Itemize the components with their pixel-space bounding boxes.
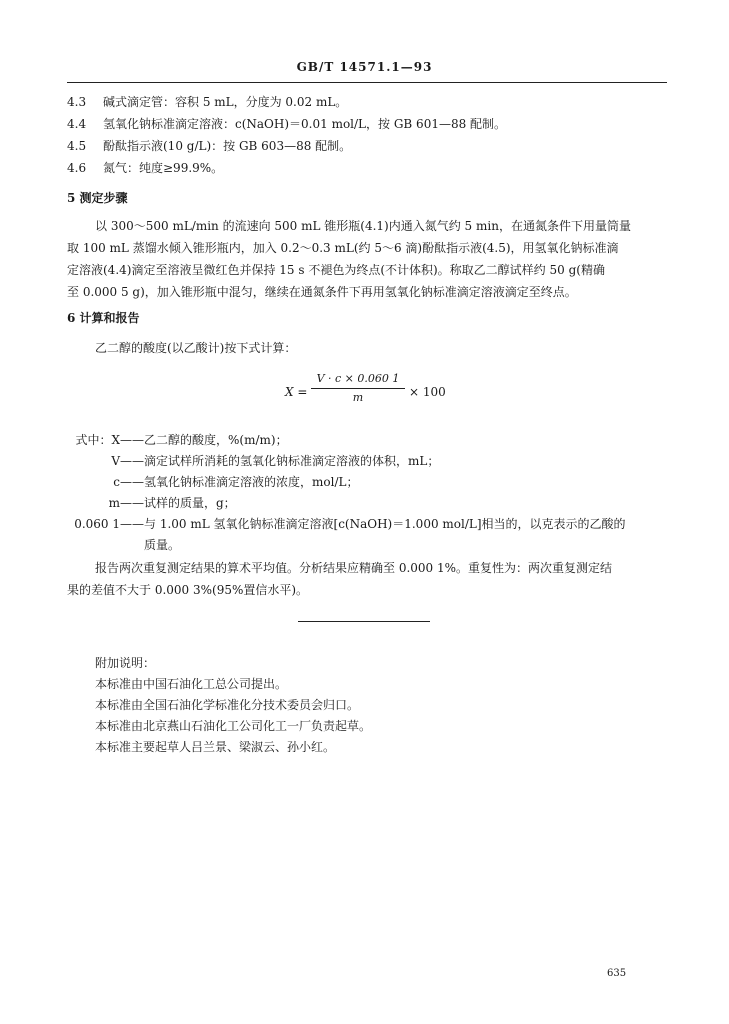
where-text: 与 1.00 mL 氢氧化钠标准滴定溶液[c(NaOH)＝1.000 mol/L]相当的，以克表示的乙酸的 bbox=[144, 517, 626, 531]
notes-line: 本标准由中国石油化工总公司提出。 bbox=[95, 677, 288, 691]
item-4-5-text: 酚酞指示液(10 g/L)：按 GB 603—88 配制。 bbox=[103, 139, 352, 153]
section-6-heading: 6 计算和报告 bbox=[67, 311, 140, 325]
formula-tail: × 100 bbox=[409, 385, 446, 399]
page-number: 635 bbox=[607, 968, 627, 979]
where-symbol: m—— bbox=[108, 496, 144, 510]
section-5-heading: 5 测定步骤 bbox=[67, 191, 128, 205]
item-4-3-text: 碱式滴定管：容积 5 mL，分度为 0.02 mL。 bbox=[103, 95, 348, 109]
formula-denominator: m bbox=[352, 391, 364, 404]
section-5-line: 定溶液(4.4)滴定至溶液呈微红色并保持 15 s 不褪色为终点(不计体积)。称取乙二醇试样约 50 g(精确 bbox=[67, 263, 605, 277]
item-4-6-text: 氮气：纯度≥99.9%。 bbox=[103, 161, 224, 175]
section-5-line: 取 100 mL 蒸馏水倾入锥形瓶内，加入 0.2～0.3 mL(约 5～6 滴)酚酞指示液(4.5)，用氢氧化钠标准滴 bbox=[67, 241, 619, 255]
section-6-intro: 乙二醇的酸度(以乙酸计)按下式计算： bbox=[95, 341, 297, 355]
header-rule bbox=[67, 82, 667, 83]
where-symbol: V—— bbox=[111, 454, 144, 468]
item-4-4-number: 4.4 bbox=[67, 117, 87, 131]
section-5-line: 至 0.000 5 g)，加入锥形瓶中混匀，继续在通氮条件下再用氢氧化钠标准滴定溶液滴定至终点。 bbox=[67, 285, 577, 299]
report-line: 果的差值不大于 0.000 3%(95%置信水平)。 bbox=[67, 583, 309, 597]
where-text-continued: 质量。 bbox=[144, 538, 181, 552]
notes-line: 本标准由全国石油化学标准化分技术委员会归口。 bbox=[95, 698, 360, 712]
separator-rule bbox=[298, 621, 430, 622]
where-symbol: 0.060 1—— bbox=[74, 517, 144, 531]
formula-numerator: V · c × 0.060 1 bbox=[316, 372, 400, 385]
where-text: 乙二醇的酸度，%(m/m)； bbox=[144, 433, 288, 447]
notes-line: 本标准由北京燕山石油化工公司化工一厂负责起草。 bbox=[95, 719, 372, 733]
item-4-6-number: 4.6 bbox=[67, 161, 87, 175]
formula-lhs: X = bbox=[285, 385, 308, 399]
document-header: GB/T 14571.1—93 bbox=[296, 60, 433, 74]
item-4-3-number: 4.3 bbox=[67, 95, 87, 109]
fraction-bar bbox=[311, 388, 405, 389]
notes-line: 本标准主要起草人吕兰景、梁淑云、孙小红。 bbox=[95, 740, 336, 754]
item-4-4-text: 氢氧化钠标准滴定溶液：c(NaOH)＝0.01 mol/L，按 GB 601—88 配制。 bbox=[103, 117, 507, 131]
where-text: 试样的质量，g； bbox=[144, 496, 236, 510]
item-4-5-number: 4.5 bbox=[67, 139, 87, 153]
where-text: 氢氧化钠标准滴定溶液的浓度，mol/L； bbox=[144, 475, 359, 489]
formula-fraction bbox=[311, 372, 405, 405]
report-line: 报告两次重复测定结果的算术平均值。分析结果应精确至 0.000 1%。重复性为：两次重复测定结 bbox=[95, 561, 613, 575]
where-text: 滴定试样所消耗的氢氧化钠标准滴定溶液的体积，mL； bbox=[144, 454, 440, 468]
where-symbol: c—— bbox=[113, 475, 144, 489]
notes-heading: 附加说明： bbox=[95, 656, 156, 670]
where-symbol: 式中：X—— bbox=[75, 433, 144, 447]
section-5-line: 以 300～500 mL/min 的流速向 500 mL 锥形瓶(4.1)内通入氮气约 5 min，在通氮条件下用量筒量 bbox=[95, 219, 631, 233]
